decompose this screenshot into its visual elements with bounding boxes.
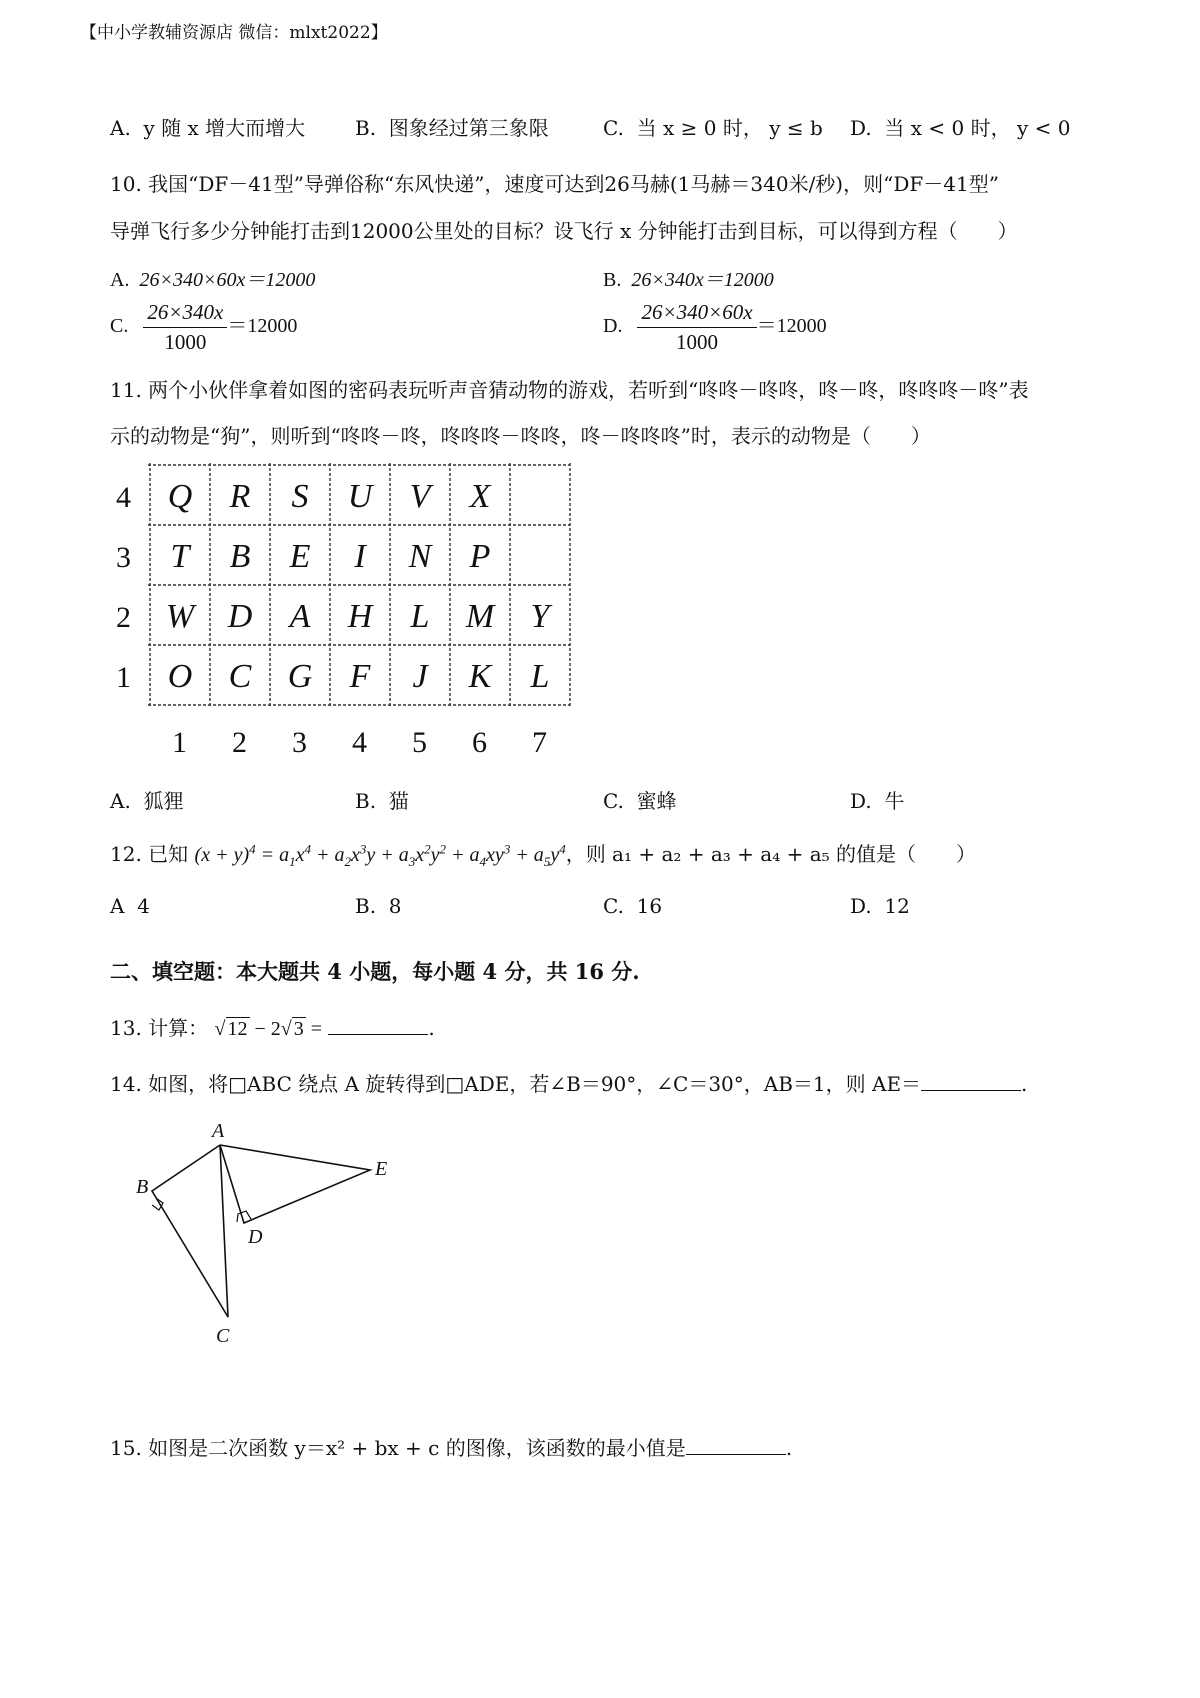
cell-3-6: P	[469, 538, 491, 575]
q9-option-a: A. y 随 x 增大而增大	[110, 116, 306, 140]
q12-option-c: C. 16	[603, 894, 663, 918]
cell-1-5: J	[412, 658, 428, 695]
q11-option-b: B. 猫	[355, 789, 409, 813]
q12-equation: $(x + y)^4 = a_1x^4 + a_2x^3y + a_3x^2y^2 + a_4xy^3 + a_5y^4$	[194, 841, 566, 869]
q12-option-a: A 4	[110, 894, 150, 918]
fraction-d: $\frac{26\times 340\times 60x}{1000}$	[637, 300, 756, 355]
cell-4-6: X	[469, 478, 491, 515]
q14-stem: 14. 如图，将□ABC 绕点 A 旋转得到□ADE，若∠B＝90°，∠C＝30°，AB＝1，则 AE＝ .	[110, 1072, 1028, 1096]
cell-2-7: Y	[530, 598, 550, 635]
col-label-3: 3	[292, 726, 307, 759]
q10-stem-line1: 10. 我国“DF－41型”导弹俗称“东风快递”，速度可达到26马赫(1马赫＝340米/秒)，则“DF－41型”	[110, 172, 999, 196]
cell-2-5: L	[410, 598, 430, 635]
triangle-figure	[120, 1115, 420, 1355]
col-label-4: 4	[352, 726, 367, 759]
q12-stem: 12. 已知 $(x + y)^4 = a_1x^4 + a_2x^3y + a_3x^2y^2 + a_4xy^3 + a_5y^4$，则 a₁ + a₂ + a₃ + a₄ + a₅ 的值是（ ）	[110, 841, 977, 869]
q9-option-b: B. 图象经过第三象限	[355, 116, 549, 140]
q10-stem-line2: 导弹飞行多少分钟能打击到12000公里处的目标？设飞行 x 分钟能打击到目标，可以得到方程（ ）	[110, 219, 1018, 243]
cell-4-2: R	[229, 478, 251, 515]
cell-4-3: S	[291, 478, 309, 515]
col-label-1: 1	[172, 726, 187, 759]
cell-2-4: H	[347, 598, 373, 635]
cell-4-4: U	[347, 478, 373, 515]
fraction-c: $\frac{26\times 340x}{1000}$	[143, 300, 227, 355]
q10-option-a: A. 26×340×60x＝12000	[110, 269, 316, 291]
q15-answer-blank	[686, 1436, 786, 1455]
q11-option-c: C. 蜜蜂	[603, 789, 677, 813]
cell-2-3: A	[289, 598, 311, 635]
q13-stem: 13. 计算： √ 12 − 2√ 3 = .	[110, 1016, 435, 1040]
cell-3-3: E	[289, 538, 311, 575]
cell-1-7: L	[530, 658, 550, 695]
cell-3-5: N	[408, 538, 432, 575]
cell-3-2: B	[229, 538, 251, 575]
cell-1-6: K	[468, 658, 492, 695]
cell-2-1: W	[165, 598, 195, 635]
q9-option-d: D. 当 x < 0 时， y < 0	[850, 116, 1071, 140]
row-label-4: 4	[116, 481, 131, 514]
point-label-e: E	[375, 1158, 388, 1180]
code-grid-figure	[100, 455, 580, 765]
q11-option-d: D. 牛	[850, 789, 905, 813]
point-label-d: D	[248, 1226, 263, 1248]
row-label-1: 1	[116, 661, 131, 694]
cell-4-5: V	[409, 478, 431, 515]
cell-4-1: Q	[167, 478, 193, 515]
point-label-a: A	[212, 1120, 225, 1142]
q13-expression: √ 12 − 2√ 3 =	[214, 1018, 323, 1040]
cell-1-3: G	[287, 658, 313, 695]
cell-3-1: T	[170, 538, 190, 575]
point-label-b: B	[136, 1176, 149, 1198]
q11-option-a: A. 狐狸	[110, 789, 184, 813]
q10-option-d: D. $\frac{26\times 340\times 60x}{1000}$ ＝12000	[603, 300, 827, 354]
q13-answer-blank	[328, 1016, 428, 1035]
cell-3-4: I	[354, 538, 366, 575]
cell-1-2: C	[228, 658, 252, 695]
q9-option-c: C. 当 x ≥ 0 时， y ≤ b	[603, 116, 823, 140]
page-header: 【中小学教辅资源店 微信：mlxt2022】	[80, 23, 388, 43]
cell-2-2: D	[227, 598, 253, 635]
q11-stem-line1: 11. 两个小伙伴拿着如图的密码表玩听声音猜动物的游戏，若听到“咚咚－咚咚，咚－咚，咚咚咚－咚”表	[110, 378, 1029, 402]
q12-option-d: D. 12	[850, 894, 910, 918]
q11-stem-line2: 示的动物是“狗”，则听到“咚咚－咚，咚咚咚－咚咚，咚－咚咚咚”时，表示的动物是（ ）	[110, 424, 931, 448]
cell-2-6: M	[465, 598, 495, 635]
q12-option-b: B. 8	[355, 894, 402, 918]
cell-1-1: O	[167, 658, 193, 695]
q10-option-b: B. 26×340x＝12000	[603, 269, 774, 291]
q10-option-c: C. $\frac{26\times 340x}{1000}$ ＝12000	[110, 300, 298, 354]
col-label-2: 2	[232, 726, 247, 759]
cell-1-4: F	[349, 658, 371, 695]
col-label-5: 5	[412, 726, 427, 759]
point-label-c: C	[216, 1325, 230, 1347]
row-label-2: 2	[116, 601, 131, 634]
section-heading: 二、填空题：本大题共 4 小题，每小题 4 分，共 16 分.	[110, 959, 640, 984]
q15-stem: 15. 如图是二次函数 y＝x² + bx + c 的图像，该函数的最小值是 .	[110, 1436, 793, 1460]
q14-answer-blank	[921, 1072, 1021, 1091]
col-label-7: 7	[532, 726, 547, 759]
col-label-6: 6	[472, 726, 487, 759]
row-label-3: 3	[116, 541, 131, 574]
